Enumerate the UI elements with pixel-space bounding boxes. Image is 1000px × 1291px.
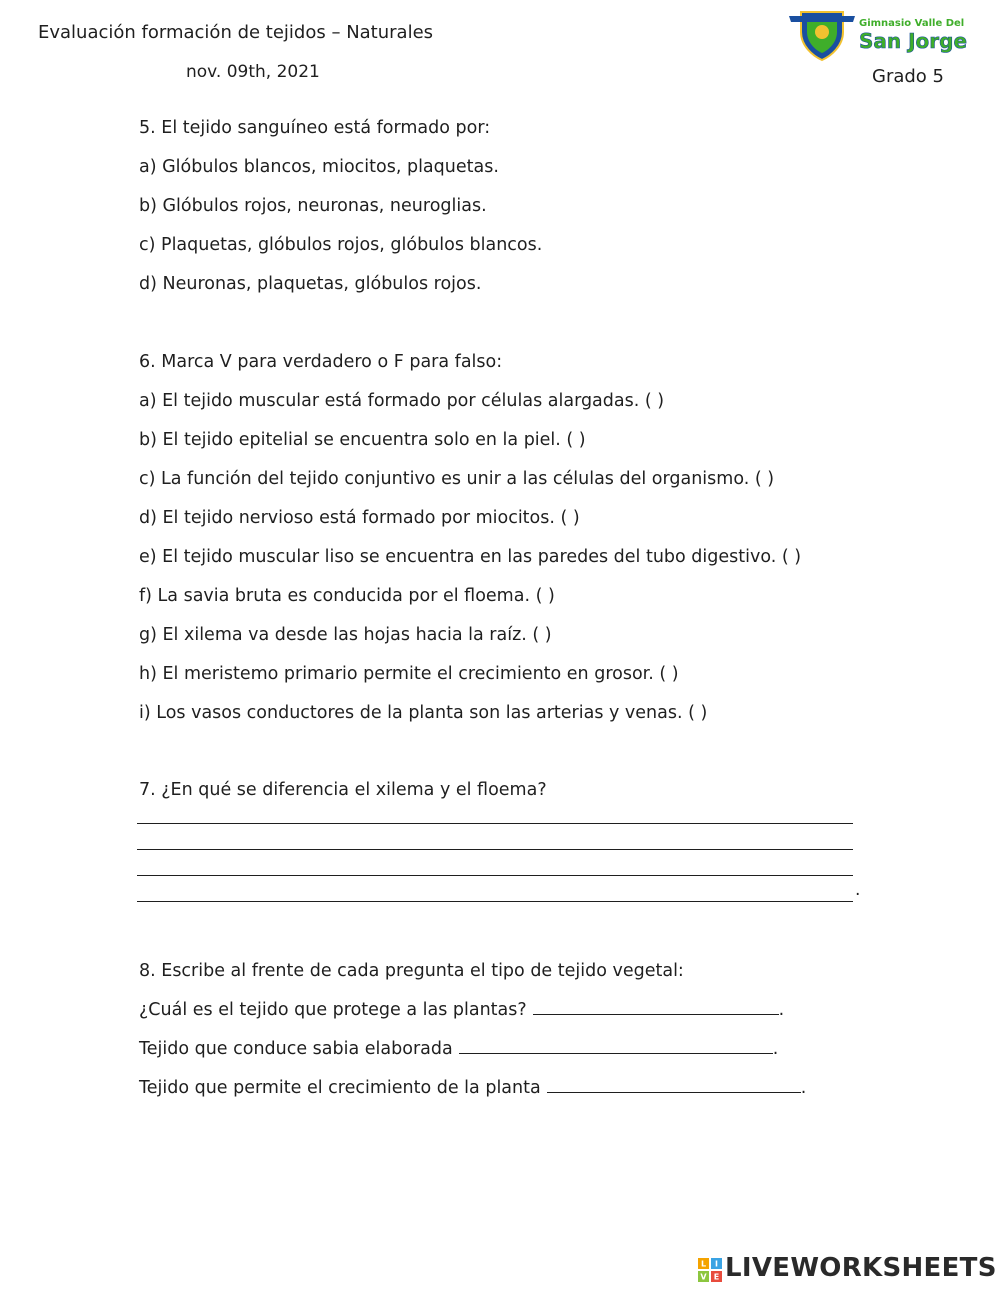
liveworksheets-icon <box>698 1258 722 1282</box>
q5-question: 5. El tejido sanguíneo está formado por: <box>139 118 491 138</box>
q8-item-1-answer-blank[interactable] <box>533 1000 779 1015</box>
q5-option-b: b) Glóbulos rojos, neuronas, neuroglias. <box>139 196 487 216</box>
logo-name-line1: Gimnasio Valle Del <box>859 18 965 29</box>
grade-label: Grado 5 <box>872 66 944 87</box>
q5-option-a: a) Glóbulos blancos, miocitos, plaquetas. <box>139 157 499 177</box>
worksheet-date: nov. 09th, 2021 <box>186 62 320 82</box>
q6-item-b[interactable]: b) El tejido epitelial se encuentra solo en la piel. ( ) <box>139 430 586 450</box>
q8-item-2-answer-blank[interactable] <box>459 1039 773 1054</box>
q8-item-3-end: . <box>800 1078 807 1098</box>
q7-answer-line-4[interactable] <box>137 901 853 902</box>
q7-end-punct: . <box>855 880 861 900</box>
q7-answer-line-1[interactable] <box>137 823 853 824</box>
q8-item-1-prompt: ¿Cuál es el tejido que protege a las plantas? <box>139 1000 527 1020</box>
q7-answer-line-3[interactable] <box>137 875 853 876</box>
q6-item-e[interactable]: e) El tejido muscular liso se encuentra en las paredes del tubo digestivo. ( ) <box>139 547 802 567</box>
q6-item-a[interactable]: a) El tejido muscular está formado por células alargadas. ( ) <box>139 391 665 411</box>
q8-item-1 <box>139 1000 784 1020</box>
worksheet-title: Evaluación formación de tejidos – Naturales <box>38 22 434 43</box>
logo-name-line2: San Jorge <box>859 29 968 53</box>
q6-item-c[interactable]: c) La función del tejido conjuntivo es unir a las células del organismo. ( ) <box>139 469 775 489</box>
q8-question: 8. Escribe al frente de cada pregunta el tipo de tejido vegetal: <box>139 961 684 981</box>
q8-item-1-end: . <box>778 1000 785 1020</box>
q6-item-h[interactable]: h) El meristemo primario permite el crecimiento en grosor. ( ) <box>139 664 679 684</box>
q5-option-d: d) Neuronas, plaquetas, glóbulos rojos. <box>139 274 482 294</box>
q7-question: 7. ¿En qué se diferencia el xilema y el floema? <box>139 780 547 800</box>
q7-answer-line-2[interactable] <box>137 849 853 850</box>
liveworksheets-brand <box>698 1253 997 1286</box>
svg-text:L: L <box>700 1259 707 1269</box>
school-logo <box>787 6 972 62</box>
liveworksheets-wordmark: LIVEWORKSHEETS <box>725 1253 997 1283</box>
q6-item-g[interactable]: g) El xilema va desde las hojas hacia la raíz. ( ) <box>139 625 552 645</box>
q6-item-d[interactable]: d) El tejido nervioso está formado por miocitos. ( ) <box>139 508 580 528</box>
q5-option-c: c) Plaquetas, glóbulos rojos, glóbulos blancos. <box>139 235 543 255</box>
q8-item-2-prompt: Tejido que conduce sabia elaborada <box>139 1039 453 1059</box>
svg-text:E: E <box>713 1272 720 1282</box>
q8-item-3-answer-blank[interactable] <box>547 1078 801 1093</box>
svg-text:V: V <box>700 1272 707 1282</box>
q6-item-f[interactable]: f) La savia bruta es conducida por el floema. ( ) <box>139 586 555 606</box>
q8-item-2 <box>139 1039 778 1059</box>
q6-question: 6. Marca V para verdadero o F para falso: <box>139 352 503 372</box>
q8-item-2-end: . <box>772 1039 779 1059</box>
q6-item-i[interactable]: i) Los vasos conductores de la planta son las arterias y venas. ( ) <box>139 703 708 723</box>
svg-text:I: I <box>715 1259 718 1269</box>
q8-item-3 <box>139 1078 806 1098</box>
q8-item-3-prompt: Tejido que permite el crecimiento de la planta <box>139 1078 541 1098</box>
